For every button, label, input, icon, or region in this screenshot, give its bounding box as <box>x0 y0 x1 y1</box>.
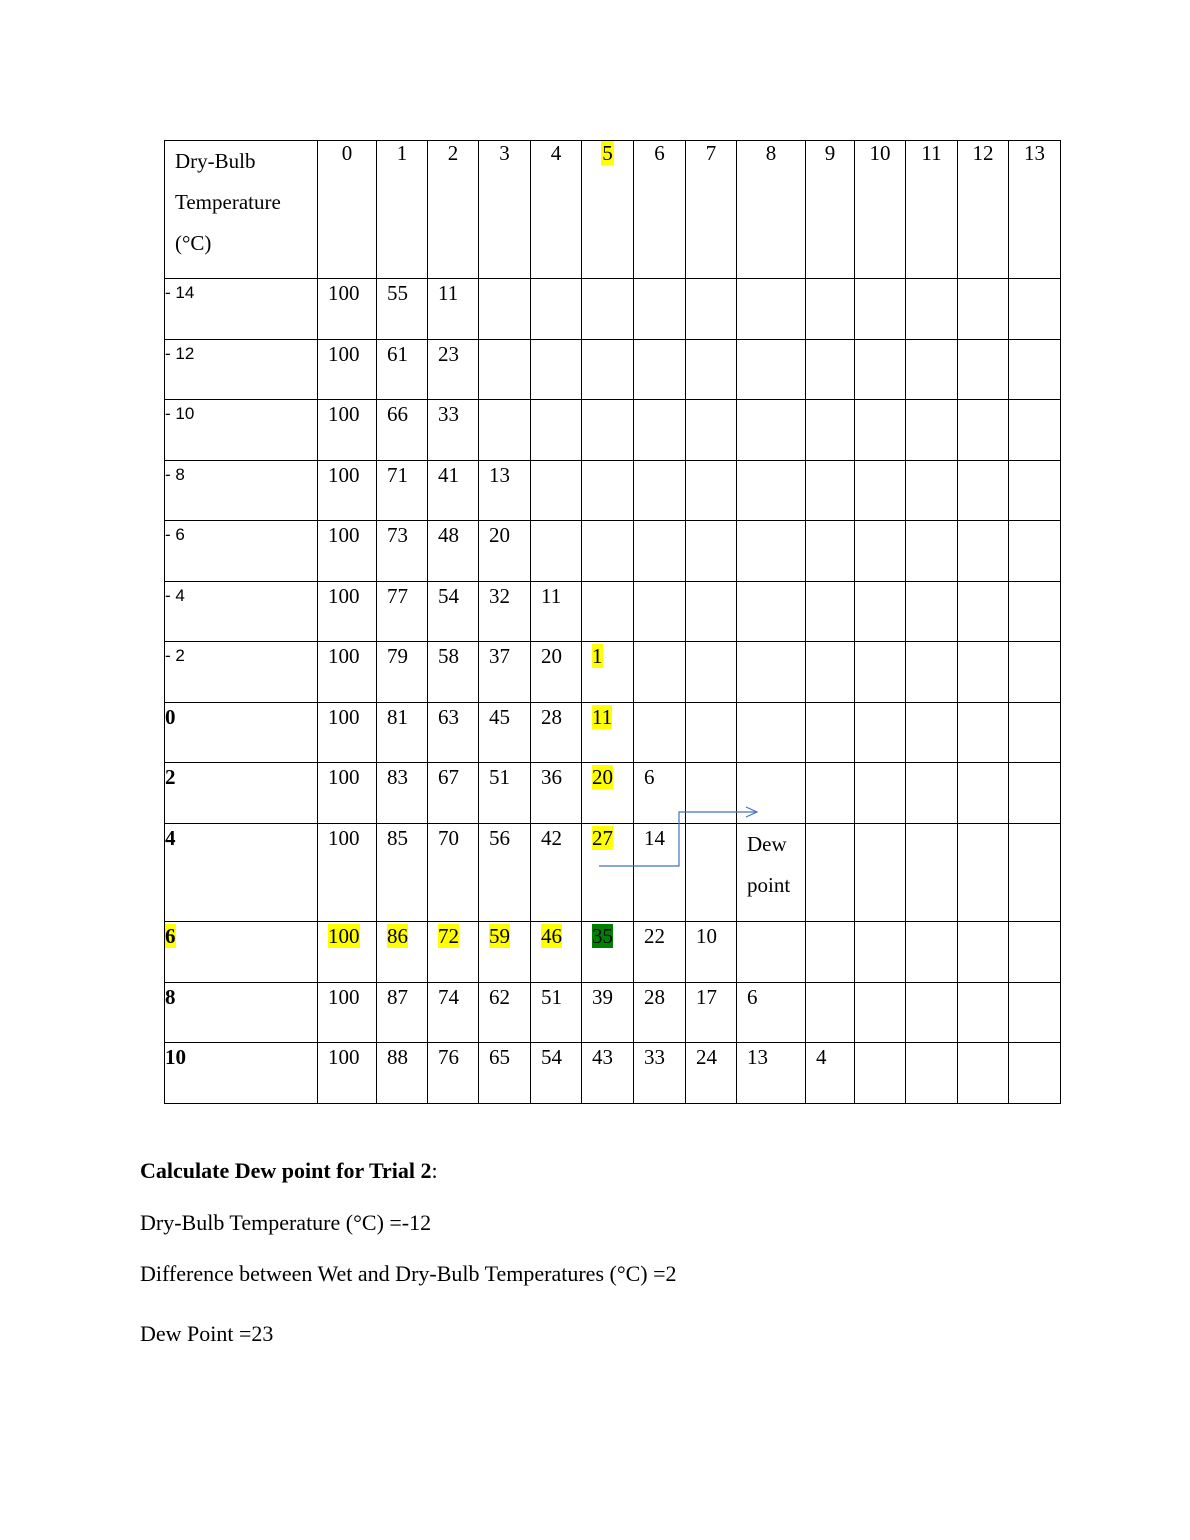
row-label: - 14 <box>165 283 195 302</box>
cell-text: 20 <box>489 523 510 547</box>
cell-text: 45 <box>489 705 510 729</box>
cell-text: 72 <box>438 924 459 948</box>
col-header-10: 10 <box>855 141 906 279</box>
col-header-7: 7 <box>686 141 737 279</box>
cell-text: 28 <box>644 985 665 1009</box>
row-label: 4 <box>165 826 176 850</box>
row-label: 0 <box>165 705 176 729</box>
cell-text: 62 <box>489 985 510 1009</box>
cell-text: 71 <box>387 463 408 487</box>
col-header-13: 13 <box>1009 141 1061 279</box>
cell-text: 23 <box>438 342 459 366</box>
cell-text: 100 <box>328 1045 360 1069</box>
cell-text: 100 <box>328 826 360 850</box>
cell-text: 33 <box>644 1045 665 1069</box>
cell-text: 22 <box>644 924 665 948</box>
cell-text: 87 <box>387 985 408 1009</box>
cell-text: 59 <box>489 924 510 948</box>
cell-text: 86 <box>387 924 408 948</box>
calc-heading: Calculate Dew point for Trial 2: <box>140 1158 438 1183</box>
cell-text: 20 <box>592 765 613 789</box>
header-label: Dry-Bulb Temperature (°C) <box>165 141 318 279</box>
cell-text: 61 <box>387 342 408 366</box>
cell-text: 88 <box>387 1045 408 1069</box>
cell-text: 27 <box>592 826 613 850</box>
cell-text: 14 <box>644 826 665 850</box>
row-label: 6 <box>165 924 176 948</box>
cell-text: 11 <box>592 705 613 729</box>
cell-text: 46 <box>541 924 562 948</box>
cell-text: 11 <box>541 584 562 608</box>
cell-text: 48 <box>438 523 459 547</box>
cell-text: 67 <box>438 765 459 789</box>
col-header-9: 9 <box>806 141 855 279</box>
cell-text: 54 <box>438 584 459 608</box>
row-label: 10 <box>165 1045 186 1069</box>
cell-text: 100 <box>328 644 360 668</box>
cell-text: 1 <box>592 644 603 668</box>
cell-text: 100 <box>328 924 360 948</box>
cell-text: 58 <box>438 644 459 668</box>
cell-text: 74 <box>438 985 459 1009</box>
cell-text: 6 <box>644 765 655 789</box>
col-header-1: 1 <box>377 141 428 279</box>
cell-text: 36 <box>541 765 562 789</box>
cell-text: 11 <box>438 281 459 305</box>
cell-text: 77 <box>387 584 408 608</box>
cell-text: 20 <box>541 644 562 668</box>
cell-text: 51 <box>541 985 562 1009</box>
cell-text: 56 <box>489 826 510 850</box>
cell-text: 39 <box>592 985 613 1009</box>
cell-text: 100 <box>328 523 360 547</box>
cell-text: 17 <box>696 985 717 1009</box>
col-header-11: 11 <box>906 141 958 279</box>
col-header-0: 0 <box>318 141 377 279</box>
cell-text: 4 <box>816 1045 827 1069</box>
cell-text: 81 <box>387 705 408 729</box>
cell-text: 13 <box>747 1045 768 1069</box>
cell-text: 33 <box>438 402 459 426</box>
arrow-line <box>599 812 756 866</box>
row-label: - 8 <box>165 465 185 484</box>
cell-text: 6 <box>747 985 758 1009</box>
dew-point-note: Dew <box>747 832 787 856</box>
cell-text: 100 <box>328 765 360 789</box>
col-header-6: 6 <box>634 141 686 279</box>
cell-text: 66 <box>387 402 408 426</box>
cell-text: 100 <box>328 584 360 608</box>
row-label: 8 <box>165 985 176 1009</box>
cell-text: 24 <box>696 1045 717 1069</box>
cell-text: 85 <box>387 826 408 850</box>
cell-text: 32 <box>489 584 510 608</box>
dew-point-line: Dew Point =23 <box>140 1321 274 1346</box>
cell-text: 79 <box>387 644 408 668</box>
cell-text: 55 <box>387 281 408 305</box>
col-header-3: 3 <box>479 141 531 279</box>
dew-point-note: point <box>747 873 791 897</box>
cell-text: 100 <box>328 985 360 1009</box>
cell-text: 76 <box>438 1045 459 1069</box>
col-header-8: 8 <box>737 141 806 279</box>
cell-text: 70 <box>438 826 459 850</box>
row-label: - 4 <box>165 586 185 605</box>
cell-text: 100 <box>328 402 360 426</box>
row-label: 2 <box>165 765 176 789</box>
cell-text: 35 <box>592 924 613 948</box>
col-header-4: 4 <box>531 141 582 279</box>
cell-text: 43 <box>592 1045 613 1069</box>
cell-text: 28 <box>541 705 562 729</box>
cell-text: 65 <box>489 1045 510 1069</box>
cell-text: 54 <box>541 1045 562 1069</box>
dry-bulb-line: Dry-Bulb Temperature (°C) =-12 <box>140 1210 432 1235</box>
row-label: - 2 <box>165 646 185 665</box>
row-label: - 10 <box>165 404 195 423</box>
cell-text: 83 <box>387 765 408 789</box>
col-header-12: 12 <box>958 141 1009 279</box>
col-header-2: 2 <box>428 141 479 279</box>
cell-text: 41 <box>438 463 459 487</box>
cell-text: 73 <box>387 523 408 547</box>
cell-text: 100 <box>328 705 360 729</box>
row-label: - 6 <box>165 525 185 544</box>
row-label: - 12 <box>165 344 195 363</box>
cell-text: 37 <box>489 644 510 668</box>
cell-text: 51 <box>489 765 510 789</box>
cell-text: 100 <box>328 342 360 366</box>
cell-text: 100 <box>328 463 360 487</box>
col-header-5: 5 <box>582 141 634 279</box>
cell-text: 42 <box>541 826 562 850</box>
cell-text: 10 <box>696 924 717 948</box>
cell-text: 63 <box>438 705 459 729</box>
difference-line: Difference between Wet and Dry-Bulb Temperatures (°C) =2 <box>140 1261 677 1286</box>
cell-text: 100 <box>328 281 360 305</box>
cell-text: 13 <box>489 463 510 487</box>
